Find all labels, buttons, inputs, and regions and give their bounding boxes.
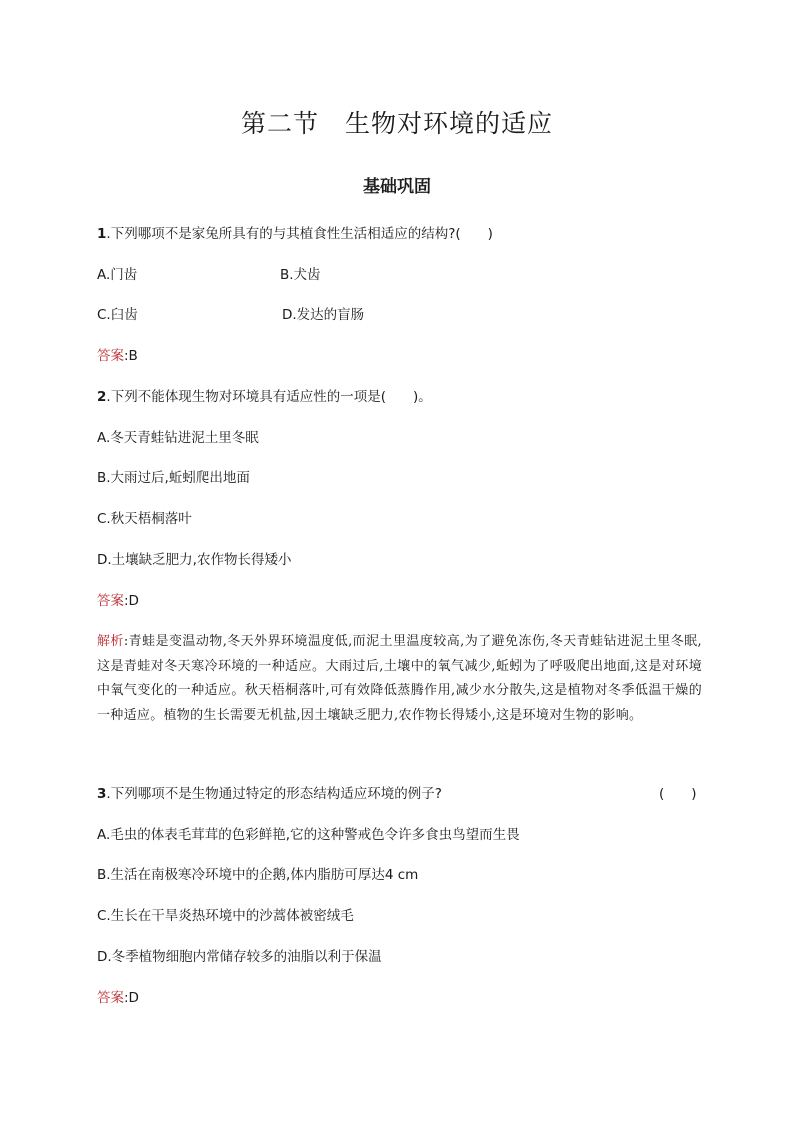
- section-subtitle: 基础巩固: [363, 177, 431, 197]
- question-3-option-a: A.毛虫的体表毛茸茸的色彩鲜艳,它的这种警戒色令许多食虫鸟望而生畏: [97, 827, 520, 843]
- question-2-option-a: A.冬天青蛙钻进泥土里冬眠: [97, 430, 259, 446]
- question-1-answer: [97, 347, 138, 365]
- question-3-option-c: C.生长在干旱炎热环境中的沙蒿体被密绒毛: [97, 908, 354, 924]
- answer-label: 答案: [97, 348, 124, 364]
- question-2-number: 2: [97, 389, 107, 405]
- question-1-option-c: C.臼齿: [97, 307, 138, 323]
- question-1-stem: 1.下列哪项不是家兔所具有的与其植食性生活相适应的结构?( ): [97, 226, 493, 242]
- question-3-bracket: ( ): [659, 786, 697, 802]
- question-1-number: 1: [97, 226, 107, 242]
- answer-value: :D: [124, 990, 139, 1006]
- question-3-option-d: D.冬季植物细胞内常储存较多的油脂以利于保温: [97, 949, 382, 965]
- question-1-option-b: B.犬齿: [280, 267, 321, 283]
- answer-value: :D: [124, 593, 139, 609]
- question-2-stem: 2.下列不能体现生物对环境具有适应性的一项是( )。: [97, 389, 432, 405]
- answer-value: :B: [124, 348, 138, 364]
- question-2-analysis: [97, 630, 702, 728]
- section-number: 第二节: [240, 109, 319, 138]
- question-3-number: 3: [97, 786, 107, 802]
- question-2-option-b: B.大雨过后,蚯蚓爬出地面: [97, 470, 250, 486]
- page-title: [0, 104, 794, 140]
- answer-label: 答案: [97, 593, 124, 609]
- analysis-label: 解析: [97, 634, 124, 649]
- question-2-option-c: C.秋天梧桐落叶: [97, 511, 192, 527]
- question-2-option-d: D.土壤缺乏肥力,农作物长得矮小: [97, 552, 292, 568]
- question-3-stem: 3.下列哪项不是生物通过特定的形态结构适应环境的例子?: [97, 786, 442, 802]
- section-name: 生物对环境的适应: [345, 109, 554, 138]
- question-2-answer: [97, 592, 139, 610]
- question-1-option-a: A.门齿: [97, 267, 138, 283]
- answer-label: 答案: [97, 990, 124, 1006]
- question-3-answer: [97, 989, 139, 1007]
- question-3-option-b: B.生活在南极寒冷环境中的企鹅,体内脂肪可厚达4 cm: [97, 867, 419, 883]
- question-1-option-d: D.发达的盲肠: [282, 307, 365, 323]
- analysis-text: :青蛙是变温动物,冬天外界环境温度低,而泥土里温度较高,为了避免冻伤,冬天青蛙钻进泥土里冬眠,这是青蛙对冬天寒冷环境的一种适应。大雨过后,土壤中的氧气减少,蚯蚓为了呼吸爬出地面,这是对环境中氧气变化的一种适应。秋天梧桐落叶,可有效降低蒸腾作用,减少水分散失,这是植物对冬季低温干燥的一种适应。植物的生长需要无机盐,因土壤缺乏肥力,农作物长得矮小,这是环境对生物的影响。: [97, 634, 702, 723]
